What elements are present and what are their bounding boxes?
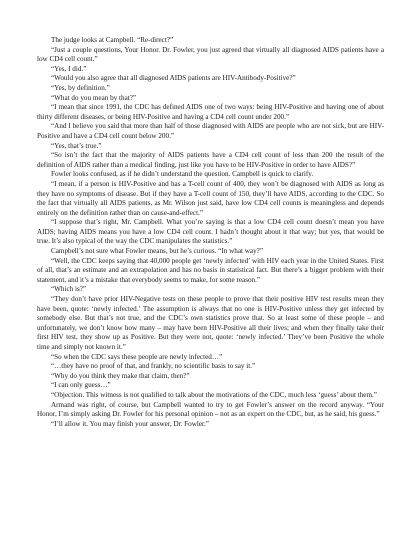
paragraph: “So when the CDC says these people are newly infected…” [51, 352, 223, 361]
paragraph: “…they have no proof of that, and frankly, no scientific basis to say it.” [51, 362, 256, 371]
paragraph: “Yes, that’s true.” [51, 141, 102, 150]
paragraph: “Which is?” [51, 285, 87, 294]
paragraph: “I suppose that’s right, Mr. Campbell. What you’re saying is that a low CD4 cell count doesn’t mean you have AIDS; having AIDS means you have a low CD4 cell count. I hadn’t thought about it that way; but yes, that would be true. It’s also typical of the way the CDC manipulates the statistics.” [37, 218, 384, 246]
paragraph: “They don’t have prior HIV-Negative tests on these people to prove that their positive HIV test results mean they have been, quote: ‘newly infected.’ The assumption is always that no one is HIV-Positive unless they get infected by somebody else. But that’s not true, and the CDC’s own statistics prove that. So at least some of these people – and unfortunately, we don’t know how many – may have been HIV-Positive all their lives; and when they finally take their first HIV test, they show up as Positive. But they were not, quote: ‘newly infected.’ They’ve been Positive the whole time and simply not known it.” [37, 295, 384, 351]
paragraph: “Would you also agree that all diagnosed AIDS patients are HIV-Antibody-Positive?” [51, 74, 296, 83]
paragraph: “And I believe you said that more than half of those diagnosed with AIDS are people who are not sick, but are HIV-Positive and have a CD4 cell count below 200.” [37, 122, 384, 140]
paragraph: “Objection. This witness is not qualified to talk about the motivations of the CDC, much less ‘guess’ about them.” [51, 390, 377, 399]
paragraph: “Yes, I did.” [51, 64, 87, 73]
paragraph: “So isn’t the fact that the majority of AIDS patients have a CD4 cell count of less than 200 the result of the definition of AIDS rather than a medical finding, just like you have to be HIV-Positive in order to have AIDS?” [37, 151, 384, 169]
paragraph: The judge looks at Campbell. “Re-direct?” [51, 36, 174, 44]
paragraph: “What do you mean by that?” [51, 93, 137, 102]
paragraph: “I can only guess…” [51, 381, 111, 390]
paragraph: Campbell’s not sure what Fowler means, but he’s curious. “In what way?” [51, 247, 263, 256]
paragraph: “Well, the CDC keeps saying that 40,000 people get ‘newly infected’ with HIV each year in the United States. First of all, that’s an estimate and an extrapolation and has no basis in statistical fact. But there’s a bigger problem with their statement, and it’s a mistake that everybody seems to make, for some reason.” [37, 256, 384, 284]
paragraph: Armand was right, of course, but Campbell wanted to try to get Fowler’s answer on the record anyway. “Your Honor, I’m simply asking Dr. Fowler for his personal opinion – not as an expert on the CDC, but, as he said, his guess.” [37, 400, 384, 419]
paragraph: “I’ll allow it. You may finish your answer, Dr. Fowler.” [51, 419, 209, 428]
paragraph: “Just a couple questions, Your Honor. Dr. Fowler, you just agreed that virtually all diagnosed AIDS patients have a low CD4 cell count.” [37, 45, 384, 64]
paragraph: “I mean, if a person is HIV-Positive and has a T-cell count of 400, they won’t be diagnosed with AIDS as long as they have no symptoms of disease. But if they have a T-cell count of 150, they’ll have AIDS, according to the CDC. So the fact that virtually all AIDS patients, as Mr. Wilson just said, have low CD4 cell counts is meaningless and depends entirely on the definition rather than on cause-and-effect.” [37, 179, 384, 217]
paragraph: Fowler looks confused, as if he didn’t understand the question. Campbell is quick to clarify. [51, 170, 314, 179]
paragraph: “Why do you think they make that claim, then?” [51, 371, 190, 380]
paragraph: “I mean that since 1991, the CDC has defined AIDS one of two ways: being HIV-Positive and having one of about thirty different diseases, or being HIV-Positive and having a CD4 cell count under 200.” [37, 103, 384, 121]
paragraph: “Yes, by definition.” [51, 83, 110, 92]
document-body [37, 36, 384, 429]
